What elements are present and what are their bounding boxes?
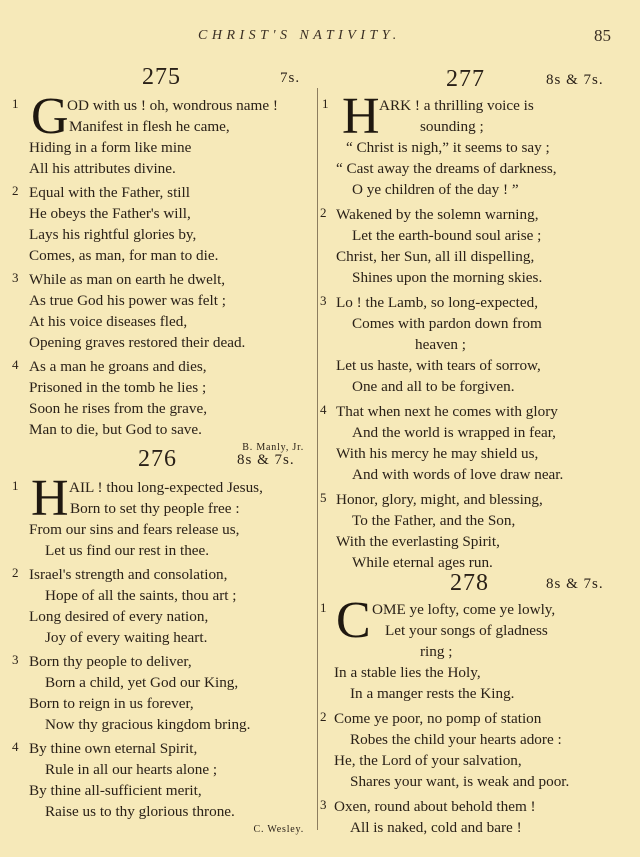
stanza-5 (318, 489, 640, 573)
drop-cap: G (31, 88, 69, 145)
stanza-2 (318, 708, 640, 792)
hymn-number: 278 (450, 570, 489, 596)
hymn-meter: 8s & 7s. (546, 72, 604, 88)
stanza-4 (0, 356, 318, 440)
hymn-number: 276 (138, 446, 177, 472)
verse-line: OD with us ! oh, wondrous name ! (67, 97, 278, 114)
verse-line: Lo ! the Lamb, so long-expected, (336, 294, 539, 311)
verse-line: Oxen, round about behold them ! (334, 798, 536, 815)
verse-line: All is naked, cold and bare ! (350, 819, 522, 836)
verse-line: Christ, her Sun, all ill dispelling, (336, 248, 535, 265)
stanza-number: 4 (12, 739, 19, 754)
verse-line: Lays his rightful glories by, (29, 226, 197, 243)
stanza-2 (318, 204, 640, 288)
verse-line: Comes with pardon down from (352, 315, 542, 332)
stanza-number: 1 (322, 96, 329, 111)
hymn-277 (318, 66, 640, 573)
verse-line: He, the Lord of your salvation, (334, 752, 522, 769)
verse-line: Let us haste, with tears of sorrow, (336, 357, 541, 374)
verse-line: Born a child, yet God our King, (45, 674, 239, 691)
verse-line: Wakened by the solemn warning, (336, 206, 539, 223)
verse-line: Man to die, but God to save. (29, 421, 202, 438)
stanza-4 (318, 401, 640, 485)
hymn-meter: 8s & 7s. (237, 452, 295, 468)
running-title: CHRIST'S NATIVITY. (198, 28, 401, 43)
verse-line: Honor, glory, might, and blessing, (336, 491, 543, 508)
verse-line: Born to reign in us forever, (29, 695, 194, 712)
drop-cap: H (342, 88, 380, 145)
stanza-number: 3 (320, 293, 327, 308)
verse-line: With the everlasting Spirit, (336, 533, 500, 550)
verse-line: By thine own eternal Spirit, (29, 740, 198, 757)
verse-line: He obeys the Father's will, (29, 205, 191, 222)
verse-line: ARK ! a thrilling voice is (379, 97, 534, 114)
verse-line: Born to set thy people free : (70, 500, 240, 517)
stanza-2 (0, 182, 318, 266)
verse-line: sounding ; (420, 118, 484, 135)
stanza-number: 3 (320, 797, 327, 812)
verse-line: Born thy people to deliver, (29, 653, 192, 670)
drop-cap: C (336, 592, 371, 649)
verse-line: Comes, as man, for man to die. (29, 247, 219, 264)
verse-line: Robes the child your hearts adore : (350, 731, 562, 748)
stanza-number: 1 (320, 600, 327, 615)
verse-line: And the world is wrapped in fear, (352, 424, 556, 441)
verse-line: That when next he comes with glory (336, 403, 558, 420)
verse-line: Prisoned in the tomb he lies ; (29, 379, 207, 396)
hymn-header (0, 64, 318, 90)
stanza-number: 2 (320, 205, 327, 220)
stanza-number: 4 (12, 357, 19, 372)
verse-line: Joy of every waiting heart. (45, 629, 208, 646)
stanza-1 (318, 88, 640, 200)
verse-line: In a manger rests the King. (350, 685, 515, 702)
verse-line: ring ; (420, 643, 453, 660)
hymn-number: 277 (446, 66, 485, 92)
verse-line: As a man he groans and dies, (29, 358, 207, 375)
hymn-author: B. Manly, Jr. (242, 442, 304, 453)
stanza-number: 2 (320, 709, 327, 724)
verse-line: Opening graves restored their dead. (29, 334, 246, 351)
drop-cap: H (31, 470, 69, 527)
stanza-1 (0, 470, 318, 561)
verse-line: heaven ; (415, 336, 467, 353)
hymn-author: C. Wesley. (253, 824, 304, 835)
verse-line: While as man on earth he dwelt, (29, 271, 226, 288)
verse-line: By thine all-sufficient merit, (29, 782, 202, 799)
stanza-3 (318, 796, 640, 838)
hymn-meter: 7s. (280, 70, 301, 86)
verse-line: OME ye lofty, come ye lowly, (372, 601, 556, 618)
stanza-number: 4 (320, 402, 327, 417)
verse-line: Come ye poor, no pomp of station (334, 710, 542, 727)
verse-line: Raise us to thy glorious throne. (45, 803, 235, 820)
hymn-275 (0, 64, 318, 453)
hymn-276 (0, 446, 318, 835)
stanza-2 (0, 564, 318, 648)
page-header (0, 22, 640, 50)
verse-line: O ye children of the day ! ” (352, 181, 519, 198)
verse-line: Let us find our rest in thee. (45, 542, 210, 559)
stanza-1 (0, 88, 318, 179)
stanza-3 (0, 651, 318, 735)
stanza-number: 2 (12, 565, 19, 580)
hymn-meter: 8s & 7s. (546, 576, 604, 592)
verse-line: Hiding in a form like mine (29, 139, 192, 156)
verse-line: With his mercy he may shield us, (336, 445, 539, 462)
verse-line: And with words of love draw near. (352, 466, 564, 483)
page-number: 85 (594, 26, 611, 45)
verse-line: Equal with the Father, still (29, 184, 190, 201)
hymn-number: 275 (142, 64, 181, 90)
stanza-number: 5 (320, 490, 327, 505)
stanza-3 (0, 269, 318, 353)
verse-line: Shines upon the morning skies. (352, 269, 543, 286)
verse-line: Let the earth-bound soul arise ; (352, 227, 542, 244)
verse-line: All his attributes divine. (29, 160, 176, 177)
verse-line: At his voice diseases fled, (29, 313, 188, 330)
verse-line: Shares your want, is weak and poor. (350, 773, 570, 790)
verse-line: Now thy gracious kingdom bring. (45, 716, 251, 733)
verse-line: Manifest in flesh he came, (69, 118, 230, 135)
verse-line: As true God his power was felt ; (29, 292, 226, 309)
verse-line: From our sins and fears release us, (29, 521, 240, 538)
hymn-278 (318, 570, 640, 838)
stanza-3 (318, 292, 640, 397)
verse-line: Israel's strength and consolation, (29, 566, 228, 583)
verse-line: “ Cast away the dreams of darkness, (336, 160, 557, 177)
verse-line: Let your songs of gladness (385, 622, 548, 639)
verse-line: In a stable lies the Holy, (334, 664, 481, 681)
verse-line: Long desired of every nation, (29, 608, 209, 625)
verse-line: “ Christ is nigh,” it seems to say ; (346, 139, 550, 156)
stanza-4 (0, 738, 318, 822)
stanza-number: 1 (12, 96, 19, 111)
verse-line: While eternal ages run. (352, 554, 493, 571)
stanza-number: 3 (12, 270, 19, 285)
verse-line: To the Father, and the Son, (352, 512, 516, 529)
stanza-number: 1 (12, 478, 19, 493)
verse-line: Hope of all the saints, thou art ; (45, 587, 237, 604)
stanza-number: 3 (12, 652, 19, 667)
verse-line: One and all to be forgiven. (352, 378, 515, 395)
verse-line: Rule in all our hearts alone ; (45, 761, 218, 778)
verse-line: AIL ! thou long-expected Jesus, (69, 479, 263, 496)
verse-line: Soon he rises from the grave, (29, 400, 207, 417)
hymn-header (0, 446, 318, 472)
stanza-number: 2 (12, 183, 19, 198)
stanza-1 (318, 592, 640, 704)
